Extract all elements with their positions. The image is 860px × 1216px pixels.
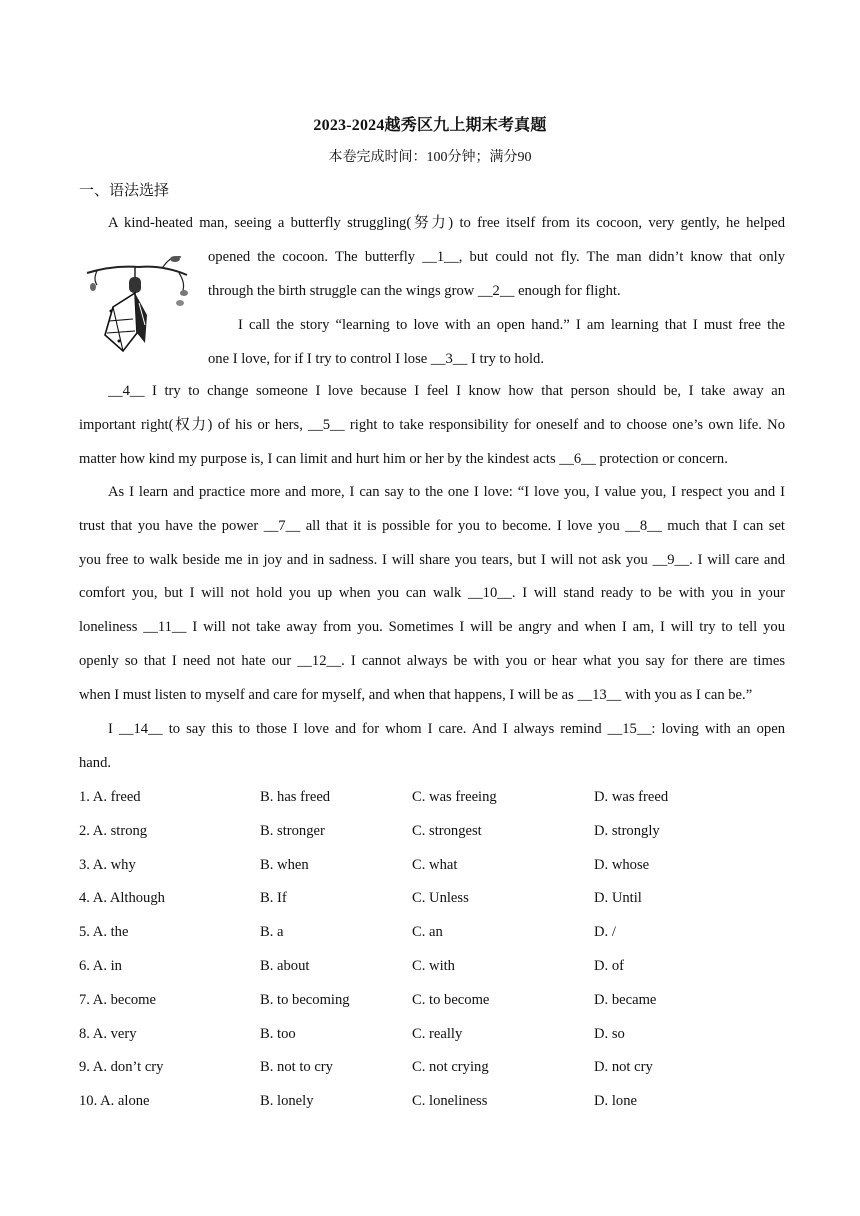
passage-paragraph-3	[79, 375, 785, 476]
passage-paragraph-4	[79, 476, 785, 713]
passage-text: one I love, for if I try to control I lose __3__ I try to hold.	[208, 351, 544, 367]
page-subtitle: 本卷完成时间：100分钟；满分90	[328, 150, 532, 165]
question-row	[79, 921, 785, 955]
option-c: C. really	[412, 1025, 463, 1042]
page-title: 2023-2024越秀区九上期末考真题	[313, 117, 547, 134]
passage-text: comfort you, but I will not hold you up when you can walk __10__. I will stand ready to be with you in your	[79, 585, 785, 602]
option-d: D. was freed	[594, 789, 669, 805]
option-b: B. to becoming	[260, 991, 350, 1008]
section-title: 一、语法选择	[79, 183, 170, 199]
question-row	[79, 854, 785, 888]
option-c: C. an	[412, 924, 443, 941]
option-a: 4. A. Although	[79, 890, 165, 907]
question-row	[79, 1056, 785, 1090]
option-c: C. to become	[412, 991, 490, 1008]
option-a: 2. A. strong	[79, 822, 148, 839]
passage-text: I call the story “learning to love with an open hand.” I am learning that I must free the	[238, 317, 785, 333]
passage-text: opened the cocoon. The butterfly __1__, but could not fly. The man didn’t know that only	[208, 249, 785, 265]
question-row	[79, 1090, 785, 1124]
option-d: D. Until	[594, 890, 642, 907]
passage-text: hand.	[79, 754, 112, 771]
passage-text: through the birth struggle can the wings grow __2__ enough for flight.	[208, 283, 621, 299]
question-row	[79, 820, 785, 854]
butterfly-illustration	[83, 245, 195, 357]
option-b: B. too	[260, 1025, 296, 1042]
option-a: 9. A. don’t cry	[79, 1059, 164, 1076]
option-d: D. lone	[594, 1093, 637, 1110]
passage-text: I __14__ to say this to those I love and for whom I care. And I always remind __15__: loving with an open	[108, 721, 785, 737]
passage-text: important right(权力) of his or hers, __5__ right to take responsibility for oneself and to choose one’s own life. No	[79, 416, 785, 433]
option-c: C. not crying	[412, 1059, 489, 1076]
passage-text: openly so that I need not hate our __12__. I cannot always be with you or hear what you say for there are times	[79, 652, 785, 669]
option-a: 8. A. very	[79, 1025, 137, 1042]
option-c: C. loneliness	[412, 1093, 488, 1110]
passage-text: trust that you have the power __7__ all that it is possible for you to become. I love you __8__ much that I can set	[79, 517, 785, 534]
question-row	[79, 1023, 785, 1057]
option-c: C. what	[412, 856, 458, 873]
option-d: D. /	[594, 924, 616, 941]
passage-text: you free to walk beside me in joy and in sadness. I will share you tears, but I will not ask you __9__. I will care and	[79, 551, 785, 568]
passage-text: A kind-heated man, seeing a butterfly struggling(努力) to free itself from its cocoon, very gently, he helped	[108, 215, 785, 231]
option-a: 5. A. the	[79, 924, 129, 941]
option-d: D. of	[594, 957, 624, 974]
passage-text: matter how kind my purpose is, I can limit and hurt him or her by the kindest acts __6__ protection or concern.	[79, 450, 728, 467]
option-b: B. about	[260, 957, 310, 974]
option-a: 7. A. become	[79, 991, 157, 1008]
option-a: 3. A. why	[79, 856, 136, 873]
option-d: D. whose	[594, 856, 650, 873]
option-d: D. not cry	[594, 1059, 653, 1076]
option-d: D. so	[594, 1025, 625, 1042]
option-d: D. strongly	[594, 822, 660, 839]
passage-text: when I must listen to myself and care for myself, and when that happens, I will be as __13__ with you as I can be.”	[79, 686, 753, 703]
question-options	[79, 786, 785, 1124]
passage-text: As I learn and practice more and more, I can say to the one I love: “I love you, I value you, I respect you and I	[108, 484, 785, 500]
option-a: 1. A. freed	[79, 789, 141, 805]
option-b: B. has freed	[260, 789, 331, 805]
option-c: C. was freeing	[412, 789, 497, 805]
option-b: B. not to cry	[260, 1059, 333, 1076]
option-b: B. stronger	[260, 822, 325, 839]
passage-wrap-block	[208, 240, 785, 376]
option-c: C. Unless	[412, 890, 469, 907]
passage-text: loneliness __11__ I will not take away from you. Sometimes I will be angry and when I am, I will try to tell you	[79, 619, 785, 636]
option-b: B. If	[260, 890, 287, 907]
option-c: C. with	[412, 957, 455, 974]
question-row	[79, 989, 785, 1023]
question-row	[79, 955, 785, 989]
question-row	[79, 786, 785, 820]
passage-line-1	[79, 206, 785, 240]
option-d: D. became	[594, 991, 657, 1008]
question-row	[79, 887, 785, 921]
passage-text: __4__ I try to change someone I love because I feel I know how that person should be, I take away an	[108, 383, 785, 399]
passage-paragraph-5	[79, 713, 785, 781]
option-a: 6. A. in	[79, 957, 122, 974]
option-b: B. lonely	[260, 1093, 314, 1110]
option-a: 10. A. alone	[79, 1093, 150, 1110]
option-c: C. strongest	[412, 822, 482, 839]
option-b: B. a	[260, 924, 284, 941]
option-b: B. when	[260, 856, 309, 873]
